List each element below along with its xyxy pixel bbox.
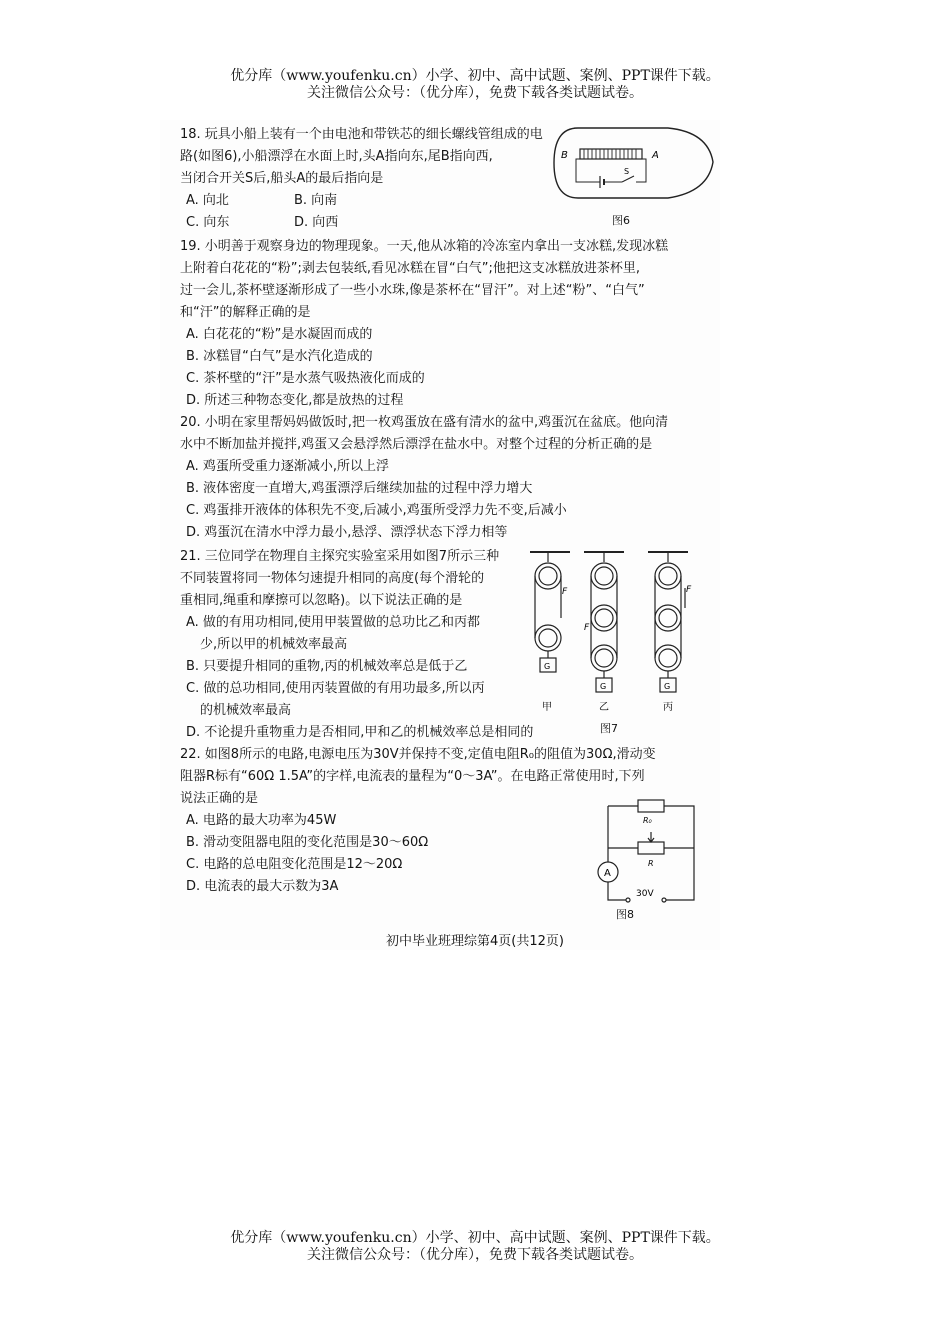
q21-option-c-cont: 的机械效率最高 [200, 703, 292, 718]
q20-option-a: A. 鸡蛋所受重力逐渐减小,所以上浮 [186, 459, 390, 474]
q22-line-2: 阻器R标有“60Ω 1.5A”的字样,电流表的量程为“0～3A”。在电路正常使用时,下列 [180, 769, 645, 784]
q21-line-2: 不同装置将同一物体匀速提升相同的高度(每个滑轮的 [180, 571, 485, 586]
fig7-force-a: F [562, 587, 568, 597]
q22-option-a: A. 电路的最大功率为45W [186, 813, 337, 828]
q21-option-a: A. 做的有用功相同,使用甲装置做的总功比乙和丙都 [186, 615, 481, 630]
q19-option-a: A. 白花花的“粉”是水凝固而成的 [186, 327, 373, 342]
q19-option-b: B. 冰糕冒“白气”是水汽化造成的 [186, 349, 373, 364]
figure-7-pulleys [522, 548, 702, 718]
footer-line-1: 优分库（www.youfenku.cn）小学、初中、高中试题、案例、PPT课件下载。 [230, 1230, 720, 1246]
q21-line-1: 21. 三位同学在物理自主探究实验室采用如图7所示三种 [180, 549, 500, 564]
fig7-force-b: F [584, 623, 590, 633]
header-line-1: 优分库（www.youfenku.cn）小学、初中、高中试题、案例、PPT课件下载。 [230, 68, 720, 84]
q21-option-b: B. 只要提升相同的重物,丙的机械效率总是低于乙 [186, 659, 468, 674]
fig8-label-r0: R₀ [643, 816, 652, 825]
fig6-label-s: S [624, 167, 630, 176]
footer-line-2: 关注微信公众号：（优分库），免费下载各类试题试卷。 [307, 1247, 643, 1263]
q19-option-d: D. 所述三种物态变化,都是放热的过程 [186, 393, 404, 408]
q18-option-c: C. 向东 [186, 215, 230, 230]
figure-6-boat-circuit [548, 122, 718, 210]
q18-option-b: B. 向南 [294, 193, 338, 208]
q22-option-d: D. 电流表的最大示数为3A [186, 879, 339, 894]
question-19 [180, 236, 668, 412]
q21-option-d: D. 不论提升重物重力是否相同,甲和乙的机械效率总是相同的 [186, 725, 534, 740]
q22-line-1: 22. 如图8所示的电路,电源电压为30V并保持不变,定值电阻R₀的阻值为30Ω,滑动变 [180, 747, 656, 762]
header-line-2: 关注微信公众号：（优分库），免费下载各类试题试卷。 [307, 85, 643, 101]
question-20 [180, 412, 668, 544]
q18-options-row-2 [180, 212, 543, 234]
question-18 [180, 124, 543, 234]
q19-line-3: 过一会儿,茶杯壁逐渐形成了一些小水珠,像是茶杯在“冒汗”。对上述“粉”、“白气” [180, 283, 645, 298]
page-footer: 初中毕业班理综第4页(共12页) [386, 934, 564, 949]
q18-line-1: 18. 玩具小船上装有一个由电池和带铁芯的细长螺线管组成的电 [180, 127, 543, 142]
fig7-weight-a: G [544, 662, 551, 671]
fig7-weight-c: G [664, 682, 671, 691]
q19-line-2: 上附着白花花的“粉”;剥去包装纸,看见冰糕在冒“白气”;他把这支冰糕放进茶杯里, [180, 261, 640, 276]
figure-8-circuit [590, 792, 700, 904]
q19-line-1: 19. 小明善于观察身边的物理现象。一天,他从冰箱的冷冻室内拿出一支冰糕,发现冰糕 [180, 239, 669, 254]
q20-option-b: B. 液体密度一直增大,鸡蛋漂浮后继续加盐的过程中浮力增大 [186, 481, 533, 496]
q18-option-d: D. 向西 [294, 215, 339, 230]
q21-option-c: C. 做的总功相同,使用丙装置做的有用功最多,所以丙 [186, 681, 485, 696]
fig6-label-b: B [561, 150, 568, 161]
figure-6-caption: 图6 [612, 214, 630, 227]
q20-line-1: 20. 小明在家里帮妈妈做饭时,把一枚鸡蛋放在盛有清水的盆中,鸡蛋沉在盆底。他向清 [180, 415, 669, 430]
question-22 [180, 744, 656, 898]
q18-line-3: 当闭合开关S后,船头A的最后指向是 [180, 171, 384, 186]
q20-option-c: C. 鸡蛋排开液体的体积先不变,后减小,鸡蛋所受浮力先不变,后减小 [186, 503, 567, 518]
fig8-voltage-label: 30V [636, 889, 654, 899]
fig6-label-a: A [652, 150, 659, 161]
q19-line-4: 和“汗”的解释正确的是 [180, 305, 311, 320]
q18-option-a: A. 向北 [186, 193, 229, 208]
fig8-label-r: R [648, 859, 654, 868]
figure-7-caption: 图7 [600, 722, 618, 735]
figure-8-caption: 图8 [616, 908, 634, 921]
q20-option-d: D. 鸡蛋沉在清水中浮力最小,悬浮、漂浮状态下浮力相等 [186, 525, 508, 540]
fig7-weight-b: G [600, 682, 607, 691]
fig7-force-c: F [686, 585, 692, 595]
fig7-label-jia: 甲 [542, 702, 552, 713]
q22-line-3: 说法正确的是 [180, 791, 259, 806]
q22-option-b: B. 滑动变阻器电阻的变化范围是30～60Ω [186, 835, 429, 850]
q20-line-2: 水中不断加盐并搅拌,鸡蛋又会悬浮然后漂浮在盐水中。对整个过程的分析正确的是 [180, 437, 653, 452]
fig8-ammeter-label: A [604, 868, 611, 879]
fig7-label-yi: 乙 [599, 702, 609, 713]
question-21 [180, 546, 533, 744]
q18-line-2: 路(如图6),小船漂浮在水面上时,头A指向东,尾B指向西, [180, 149, 493, 164]
watermark-header [0, 68, 950, 102]
watermark-footer [0, 1230, 950, 1264]
q22-option-c: C. 电路的总电阻变化范围是12～20Ω [186, 857, 403, 872]
q21-option-a-cont: 少,所以甲的机械效率最高 [200, 637, 348, 652]
q19-option-c: C. 茶杯壁的“汗”是水蒸气吸热液化而成的 [186, 371, 425, 386]
q21-line-3: 重相同,绳重和摩擦可以忽略)。以下说法正确的是 [180, 593, 463, 608]
q18-options-row-1 [180, 190, 543, 212]
fig7-label-bing: 丙 [663, 702, 673, 713]
